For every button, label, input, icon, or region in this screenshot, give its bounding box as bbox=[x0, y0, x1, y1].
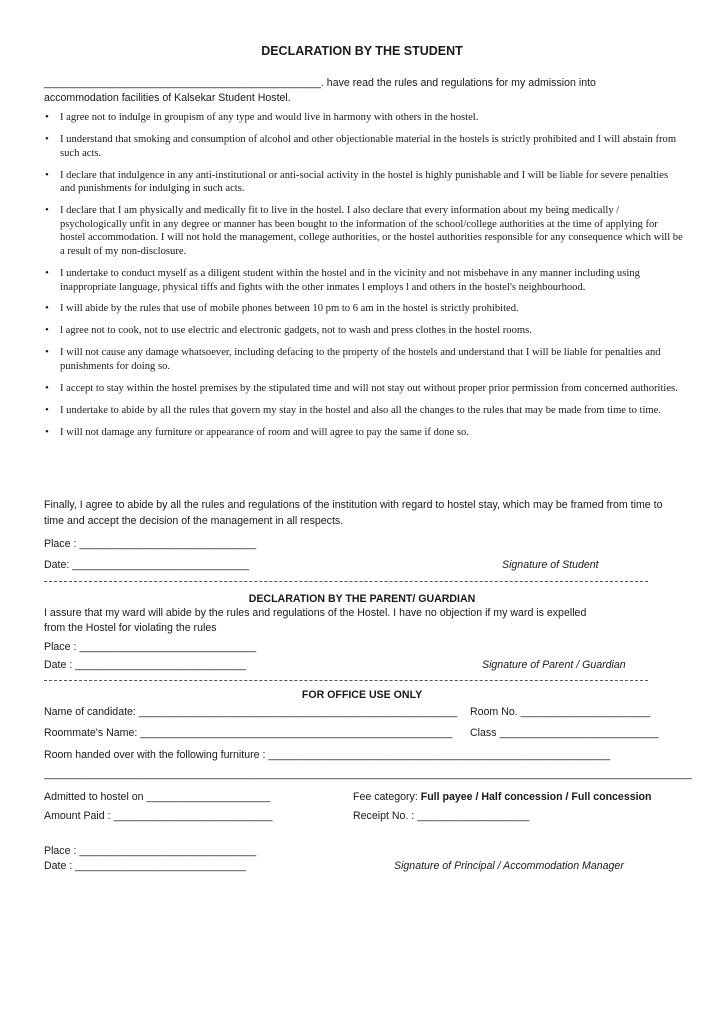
rule-item: • I undertake to abide by all the rules that govern my stay in the hostel and also all the changes to the rules that may be made from time to time. bbox=[44, 404, 684, 418]
roommate-name-field[interactable]: _____________________________________________________ bbox=[140, 727, 453, 739]
fee-category-row bbox=[353, 791, 652, 803]
furniture-label: Room handed over with the following furniture : bbox=[44, 749, 269, 761]
parent-place-field[interactable]: ______________________________ bbox=[79, 641, 257, 653]
furniture-field[interactable]: __________________________________________________________ bbox=[268, 749, 611, 761]
rule-item: • I will not cause any damage whatsoever, including defacing to the property of the hostels and understand that I will be liable for penalties and punishments for doing so. bbox=[44, 346, 684, 373]
room-no-label: Room No. bbox=[470, 706, 521, 718]
candidate-name-field[interactable]: ______________________________________________________ bbox=[138, 706, 457, 718]
date-label: Date : bbox=[44, 860, 76, 872]
admitted-date-field[interactable]: _____________________ bbox=[146, 791, 271, 803]
parent-statement-line-2: from the Hostel for violating the rules bbox=[44, 622, 217, 634]
parent-date-field[interactable]: _____________________________ bbox=[75, 659, 247, 671]
fee-category-options[interactable]: Full payee / Half concession / Full concession bbox=[420, 791, 652, 803]
admitted-row bbox=[44, 791, 270, 803]
rule-item: • I will abide by the rules that use of mobile phones between 10 pm to 6 am in the hostel is strictly prohibited. bbox=[44, 302, 684, 316]
rule-item: • I understand that smoking and consumption of alcohol and other objectionable material in the hostels is strictly prohibited and I will abstain from such acts. bbox=[44, 133, 684, 160]
student-declaration-title: DECLARATION BY THE STUDENT bbox=[261, 44, 463, 58]
student-name-blank[interactable]: _______________________________________________ bbox=[44, 77, 321, 89]
amount-paid-label: Amount Paid : bbox=[44, 810, 114, 822]
student-intro-line-1 bbox=[44, 77, 596, 89]
rule-item: • I declare that I am physically and medically fit to live in the hostel. I also declare that every information about my being medically / psychologically unfit in any degree or manner has been bought to the information of the school/college authorities at the time of applying for hostel accommodation. I will not hold the management, college authorities, or the hostel authorities responsible for any consequence which will be a result of my non-disclosure. bbox=[44, 204, 684, 258]
student-signature-label: Signature of Student bbox=[502, 559, 599, 571]
room-no-field[interactable]: ______________________ bbox=[520, 706, 651, 718]
hostel-rules-list bbox=[44, 111, 684, 448]
furniture-row bbox=[44, 749, 610, 761]
receipt-no-label: Receipt No. : bbox=[353, 810, 418, 822]
section-separator bbox=[44, 581, 648, 582]
parent-signature-label: Signature of Parent / Guardian bbox=[482, 659, 626, 671]
place-label: Place : bbox=[44, 845, 80, 857]
roommate-name-label: Roommate's Name: bbox=[44, 727, 141, 739]
section-separator bbox=[44, 680, 648, 681]
roommate-name-row bbox=[44, 727, 452, 739]
student-place-row bbox=[44, 538, 256, 550]
place-label: Place : bbox=[44, 641, 80, 653]
receipt-no-field[interactable]: ___________________ bbox=[417, 810, 530, 822]
office-date-row bbox=[44, 860, 246, 872]
date-label: Date: bbox=[44, 559, 73, 571]
fee-category-label: Fee category: bbox=[353, 791, 421, 803]
date-label: Date : bbox=[44, 659, 76, 671]
principal-signature-label: Signature of Principal / Accommodation Manager bbox=[394, 860, 624, 872]
candidate-name-label: Name of candidate: bbox=[44, 706, 139, 718]
furniture-field-continued[interactable]: ______________________________________________________________________________________________________________ bbox=[44, 768, 693, 780]
rule-item: • l agree not to cook, not to use electric and electronic gadgets, not to wash and press clothes in the hostel rooms. bbox=[44, 324, 684, 338]
amount-paid-field[interactable]: ___________________________ bbox=[113, 810, 273, 822]
class-row bbox=[470, 727, 659, 739]
rule-item: • I agree not to indulge in groupism of any type and would live in harmony with others in the hostel. bbox=[44, 111, 684, 125]
intro-text: . have read the rules and regulations for my admission into bbox=[320, 77, 596, 89]
office-use-title: FOR OFFICE USE ONLY bbox=[301, 689, 423, 701]
class-label: Class bbox=[470, 727, 500, 739]
rule-item: • I will not damage any furniture or appearance of room and will agree to pay the same if done so. bbox=[44, 426, 684, 440]
rule-item: • I accept to stay within the hostel premises by the stipulated time and will not stay out without proper prior permission from concerned authorities. bbox=[44, 382, 684, 396]
office-place-row bbox=[44, 845, 256, 857]
room-no-row bbox=[470, 706, 650, 718]
parent-statement-line-1: I assure that my ward will abide by the rules and regulations of the Hostel. I have no objection if my ward is expelled bbox=[44, 607, 587, 619]
rule-item: • I declare that indulgence in any anti-institutional or anti-social activity in the hostel is highly punishable and I will be liable for severe penalties and punishments for indulging in such acts. bbox=[44, 169, 684, 196]
class-field[interactable]: ___________________________ bbox=[499, 727, 659, 739]
amount-paid-row bbox=[44, 810, 273, 822]
parent-date-row bbox=[44, 659, 246, 671]
receipt-no-row bbox=[353, 810, 529, 822]
student-date-field[interactable]: ______________________________ bbox=[72, 559, 250, 571]
parent-declaration-title: DECLARATION BY THE PARENT/ GUARDIAN bbox=[248, 593, 476, 605]
student-closing-statement: Finally, I agree to abide by all the rules and regulations of the institution with regard to hostel stay, which may be framed from time to time and accept the decision of the management in all respects. bbox=[44, 499, 663, 527]
rule-item: • I undertake to conduct myself as a diligent student within the hostel and in the vicinity and not misbehave in any manner including using inappropriate language, physical tiffs and fights with the other inmates l employs l and others in the hostel's neighbourhood. bbox=[44, 267, 684, 294]
office-place-field[interactable]: ______________________________ bbox=[79, 845, 257, 857]
student-date-row bbox=[44, 559, 249, 571]
place-label: Place : bbox=[44, 538, 80, 550]
parent-place-row bbox=[44, 641, 256, 653]
student-intro-line-2: accommodation facilities of Kalsekar Student Hostel. bbox=[44, 92, 291, 104]
office-date-field[interactable]: _____________________________ bbox=[75, 860, 247, 872]
candidate-name-row bbox=[44, 706, 457, 718]
student-place-field[interactable]: ______________________________ bbox=[79, 538, 257, 550]
admitted-label: Admitted to hostel on bbox=[44, 791, 147, 803]
